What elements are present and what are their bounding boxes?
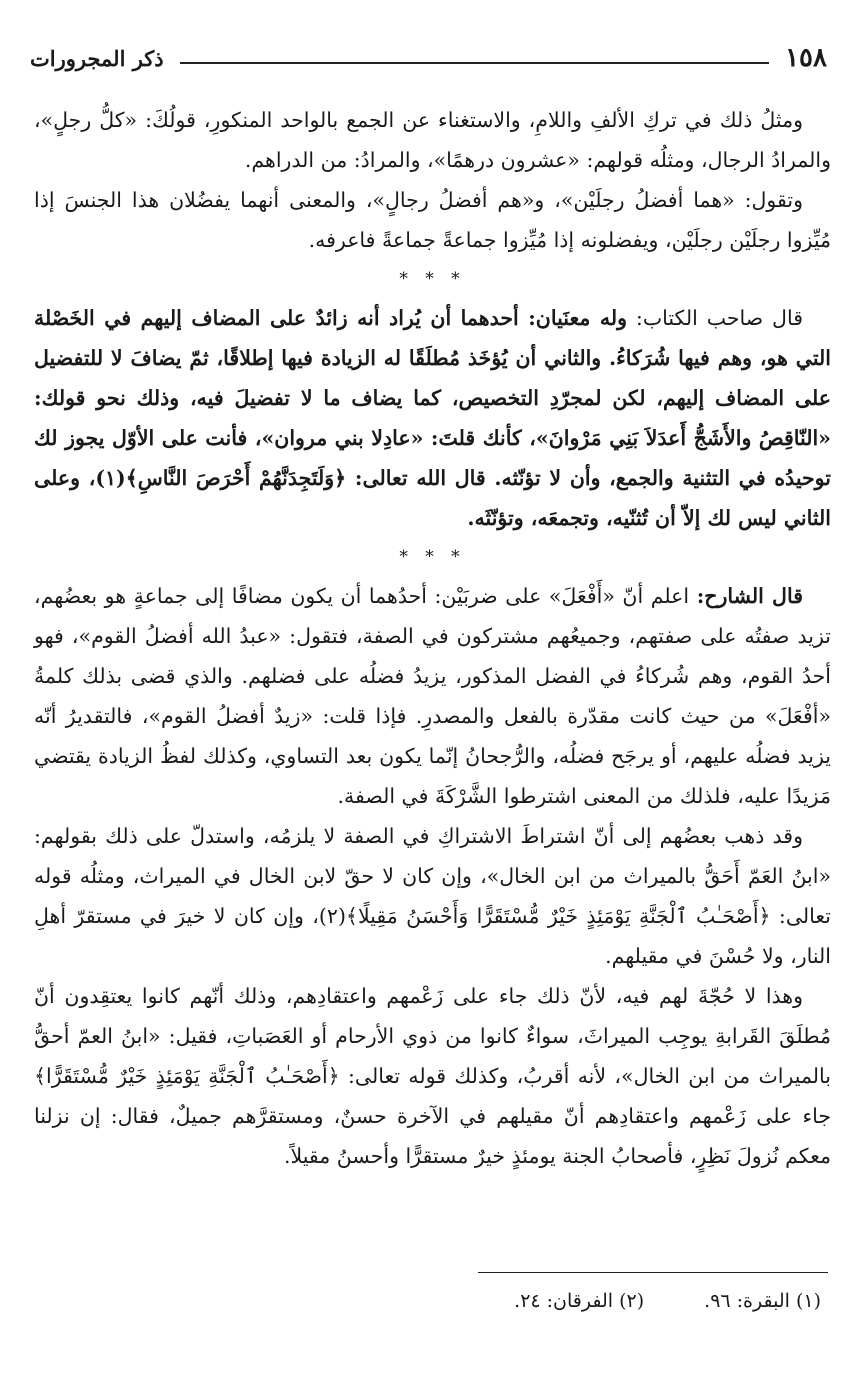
commentary-paragraph-2: وقد ذهب بعضُهم إلى أنّ اشتراطَ الاشتراكِ في الصفة لا يلزمُه، واستدلّ على ذلك بقولهم: «ابنُ العَمّ أَحَقُّ بالميراث من ابن الخال»، وإن كان لا حقّ لابن الخال في الميراث، ومثلُه قوله تعالى: ﴿أَصْحَـٰبُ ٱلْجَنَّةِ يَوْمَئِذٍ خَيْرٌ مُّسْتَقَرًّا وَأَحْسَنُ مَقِيلًا﴾(٢)، وإن كان لا خيرَ في مستقرّ أهلِ النار، ولا حُسْنَ في مقيلهم. — [34, 824, 832, 968]
section-separator: * * * — [399, 269, 466, 289]
paragraph-2: وتقول: «هما أفضلُ رجلَيْن»، و«هم أفضلُ رجالٍ»، والمعنى أنهما يفضُلان هذا الجنسَ إذا مُيِّزوا رجلَيْن رجلَيْن، ويفضلونه إذا مُيِّزوا جماعةً جماعةً فاعرفه. — [34, 188, 831, 252]
footnotes — [514, 1290, 821, 1312]
running-title: ذكر المجرورات — [30, 45, 164, 71]
author-intro: قال صاحب الكتاب: — [635, 306, 803, 330]
commentary-paragraph-3: وهذا لا حُجّةَ لهم فيه، لأنّ ذلك جاء على زَعْمهم واعتقادِهم، وذلك أنّهم كانوا يعتقِدون أنّ مُطلَقَ القَرابةِ يوجِب الميراثَ، سواءٌ كانوا من ذوي الأرحام أو العَصَباتِ، فقيل: «ابنُ العمّ أحقُّ بالميراث من ابن الخال»، لأنه أقربُ، وكذلك قوله تعالى: ﴿أَصْحَـٰبُ ٱلْجَنَّةِ يَوْمَئِذٍ خَيْرٌ مُّسْتَقَرًّا﴾ جاء على زَعْمهم واعتقادِهم أنّ مقيلهم في الآخرة حسنٌ، ومستقرَّهم جميلٌ، فقال: إن نزلنا معكم نُزولَ نَظِرٍ، فأصحابُ الجنة يومئذٍ خيرٌ مستقرًّا وأحسنُ مقيلاً. — [34, 984, 831, 1168]
author-text: وله معنَيان: أحدهما أن يُراد أنه زائدٌ على المضاف إليهم في الخَصْلة التي هو، وهم فيها شُرَكاءُ. والثاني أن يُؤخَذ مُطلَقًا له الزيادة فيها إطلاقًا، ثمّ يضافَ لا للتفضيل على المضاف إليهم، لكن لمجرّدِ التخصيص، كما يضاف ما لا تفضيلَ فيه، وذلك نحو قولك: «النّاقِصُ والأَشَجُّ أَعدَلاَ بَنِي مَرْوانَ»، كأنك قلتَ: «عادِلا بني مروان»، فأنت على الأوّل يجوز لك توحيدُه في التثنية والجمع، وأن لا تؤنّثه. قال الله تعالى: ﴿وَلَتَجِدَنَّهُمْ أَحْرَصَ النَّاسِ﴾(١)، وعلى الثاني ليس لك إلاّ أن تُثنّيه، وتجمعَه، وتؤنّثَه. — [34, 306, 831, 530]
page-number: ١٥٨ — [785, 43, 827, 73]
footnote-divider — [478, 1272, 828, 1273]
commentary-text: اعلم أنّ «أَفْعَلَ» على ضربَيْن: أحدُهما أن يكون مضافًا إلى جماعةٍ هو بعضُهم، تزيد صفتُه على صفتهم، وجميعُهم مشتركون في الصفة، فتقول: «عبدُ الله أفضلُ القوم»، فهو أحدُ القوم، وهم شُركاءُ في الفضل المذكور، يزيدُ فضلُه على فضلهم. والذي قضى بذلك كلمةُ «أفْعَلَ» من حيث كانت مقدّرة بالفعل والمصدرِ. فإذا قلت: «زيدٌ أفضلُ القوم»، فالتقديرُ أنّه يزيد فضلُه عليهم، أو يرجَح فضلُه، والرُّجحانُ إنّما يكون بعد التساوي، وكذلك لفظُ الزيادة يقتضي مَزيدًا عليه، فلذلك من المعنى اشترطوا الشَّرْكَةَ في الصفة. — [34, 584, 831, 808]
commentary-paragraph-1 — [34, 576, 831, 816]
commentary-intro: قال الشارح: — [696, 584, 803, 608]
page-header — [30, 40, 827, 76]
author-section — [34, 298, 831, 538]
page-body — [34, 100, 831, 1176]
header-rule — [180, 62, 769, 64]
paragraph-1: ومثلُ ذلك في تركِ الألفِ واللامِ، والاستغناء عن الجمع بالواحد المنكورِ، قولُكَ: «كلُّ رجلٍ»، والمرادُ الرجال، ومثلُه قولهم: «عشرون درهمًا»، والمرادُ: من الدراهم. — [34, 108, 831, 172]
footnote-1: (١) البقرة: ٩٦. — [704, 1290, 821, 1312]
footnote-2: (٢) الفرقان: ٢٤. — [514, 1290, 645, 1312]
section-separator: * * * — [399, 547, 466, 567]
